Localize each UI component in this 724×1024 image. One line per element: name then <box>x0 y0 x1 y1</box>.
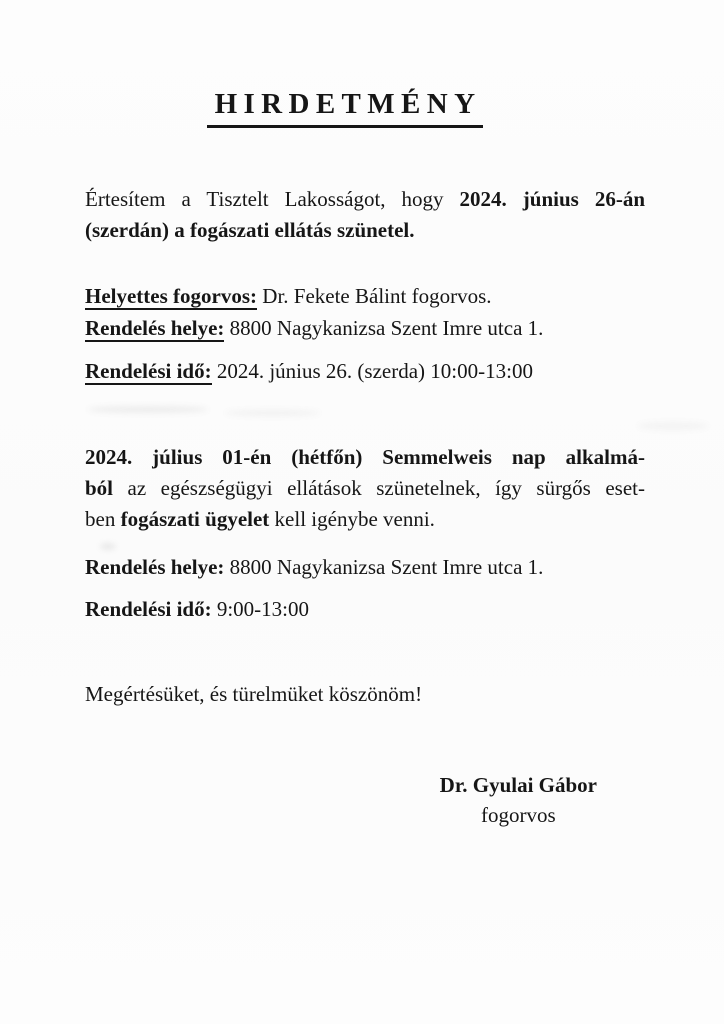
text-line: (szerdán) a fogászati ellátás szünetel. <box>85 218 415 242</box>
signature-block <box>440 770 597 830</box>
text-line: Helyettes fogorvos: Dr. Fekete Bálint fogorvos. <box>85 284 492 308</box>
semmelweis-day-paragraph <box>85 442 645 535</box>
substitute-dentist-line <box>85 281 645 312</box>
text-line: Értesítem a Tisztelt Lakosságot, hogy 2024. június 26-án <box>85 187 645 211</box>
scan-smudge <box>100 543 116 550</box>
text-line: Rendelési idő: 2024. június 26. (szerda) 10:00-13:00 <box>85 359 533 383</box>
text-line: Rendelés helye: 8800 Nagykanizsa Szent Imre utca 1. <box>85 555 544 579</box>
clinic-address-line-1 <box>85 313 645 344</box>
notice-title: HIRDETMÉNY <box>207 88 484 128</box>
text-line: Rendelés helye: 8800 Nagykanizsa Szent Imre utca 1. <box>85 316 544 340</box>
text-line: 2024. július 01-én (hétfőn) Semmelweis nap alkalmá- <box>85 445 645 469</box>
clinic-address-line-2 <box>85 552 645 583</box>
title-wrap <box>65 0 625 128</box>
scan-smudge <box>638 422 708 430</box>
text-line: Rendelési idő: 9:00-13:00 <box>85 597 310 621</box>
text-line: ból az egészségügyi ellátások szünetelnek, így sürgős eset- <box>85 476 645 500</box>
office-hours-line-2 <box>85 594 645 625</box>
closing-line: Megértésüket, és türelmüket köszönöm! <box>85 682 423 706</box>
scan-smudge <box>88 406 208 413</box>
office-hours-line-1 <box>85 356 645 387</box>
signature-name: Dr. Gyulai Gábor <box>439 773 597 797</box>
scan-smudge <box>225 410 320 416</box>
text-line: ben fogászati ügyelet kell igénybe venni. <box>85 507 435 531</box>
signature-role: fogorvos <box>481 803 556 827</box>
intro-paragraph <box>85 184 645 246</box>
